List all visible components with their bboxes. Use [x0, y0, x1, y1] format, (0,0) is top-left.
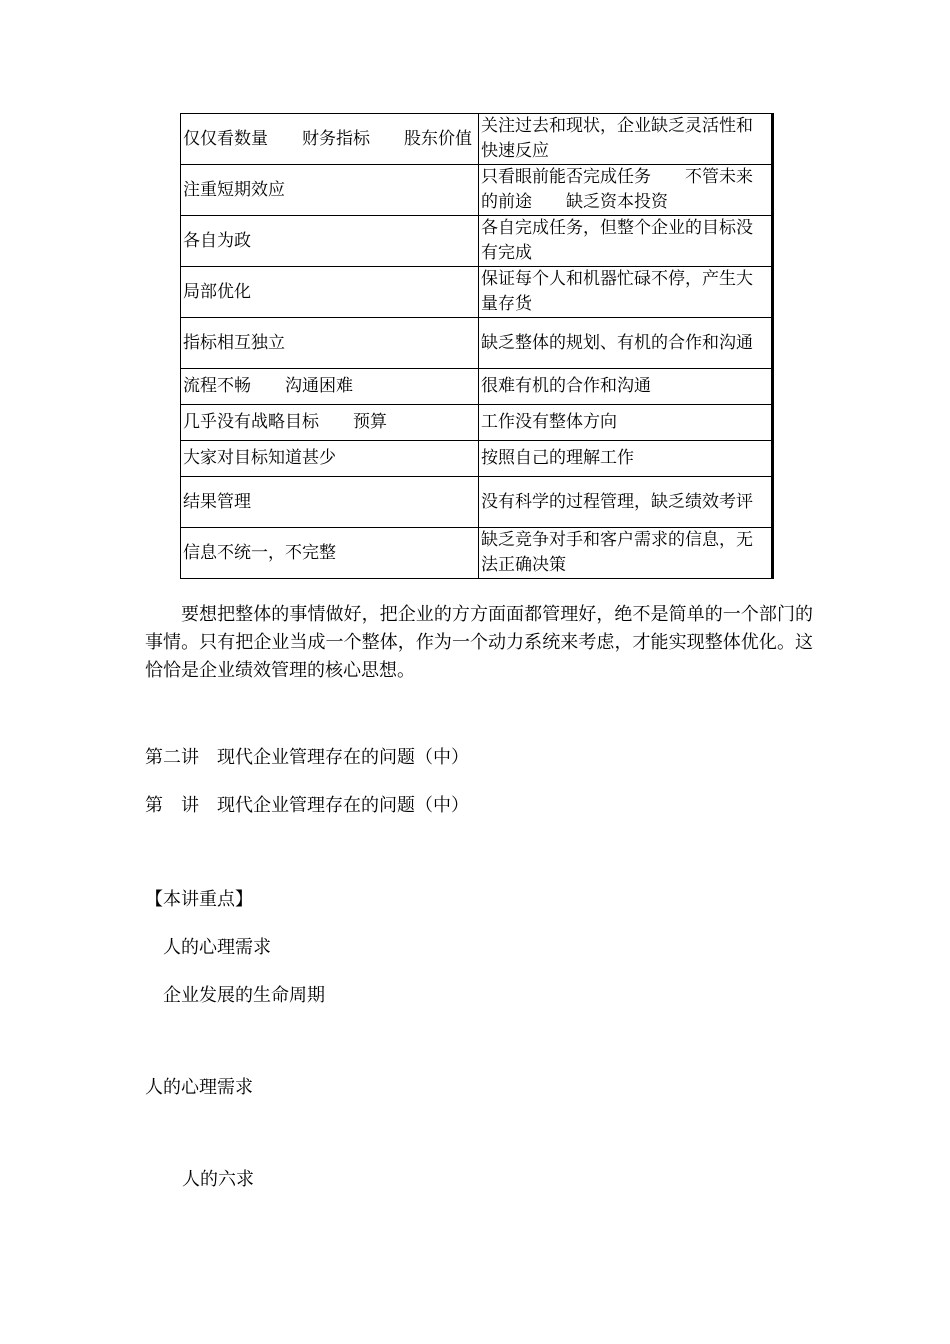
table-cell-consequence: 关注过去和现状，企业缺乏灵活性和快速反应	[479, 114, 773, 165]
key-point-item: 人的心理需求	[163, 937, 271, 958]
table-cell-problem: 流程不畅 沟通困难	[181, 369, 479, 405]
table-cell-consequence: 缺乏整体的规划、有机的合作和沟通	[479, 318, 773, 369]
table-cell-consequence: 保证每个人和机器忙碌不停，产生大量存货	[479, 267, 773, 318]
table-cell-problem: 指标相互独立	[181, 318, 479, 369]
table-cell-problem: 结果管理	[181, 477, 479, 528]
subsection-title: 人的六求	[182, 1169, 254, 1190]
body-paragraph: 要想把整体的事情做好，把企业的方方面面都管理好，绝不是简单的一个部门的事情。只有把企业当成一个整体，作为一个动力系统来考虑，才能实现整体优化。这恰恰是企业绩效管理的核心思想。	[145, 604, 813, 681]
table-row	[181, 528, 773, 579]
table-cell-consequence: 缺乏竞争对手和客户需求的信息，无法正确决策	[479, 528, 773, 579]
table-row	[181, 165, 773, 216]
table-row	[181, 441, 773, 477]
table-row	[181, 369, 773, 405]
key-point-item: 企业发展的生命周期	[163, 985, 325, 1006]
table-cell-problem: 局部优化	[181, 267, 479, 318]
table-cell-problem: 注重短期效应	[181, 165, 479, 216]
key-points-label: 【本讲重点】	[145, 889, 253, 910]
table-cell-problem: 信息不统一，不完整	[181, 528, 479, 579]
table-cell-consequence: 工作没有整体方向	[479, 405, 773, 441]
table-row	[181, 405, 773, 441]
table-row	[181, 318, 773, 369]
table-cell-problem: 几乎没有战略目标 预算	[181, 405, 479, 441]
table-row	[181, 477, 773, 528]
table-cell-consequence: 按照自己的理解工作	[479, 441, 773, 477]
table-cell-consequence: 没有科学的过程管理，缺乏绩效考评	[479, 477, 773, 528]
table-cell-problem: 大家对目标知道甚少	[181, 441, 479, 477]
table-cell-problem: 仅仅看数量 财务指标 股东价值	[181, 114, 479, 165]
section-title: 人的心理需求	[145, 1077, 253, 1098]
table-row	[181, 216, 773, 267]
lecture-heading-alt: 第 讲 现代企业管理存在的问题（中）	[145, 795, 469, 816]
table-cell-consequence: 各自完成任务，但整个企业的目标没有完成	[479, 216, 773, 267]
table-cell-problem: 各自为政	[181, 216, 479, 267]
table-row	[181, 114, 773, 165]
table-cell-consequence: 只看眼前能否完成任务 不管未来的前途 缺乏资本投资	[479, 165, 773, 216]
table-cell-consequence: 很难有机的合作和沟通	[479, 369, 773, 405]
comparison-table	[180, 113, 774, 579]
table-row	[181, 267, 773, 318]
lecture-heading: 第二讲 现代企业管理存在的问题（中）	[145, 747, 469, 768]
